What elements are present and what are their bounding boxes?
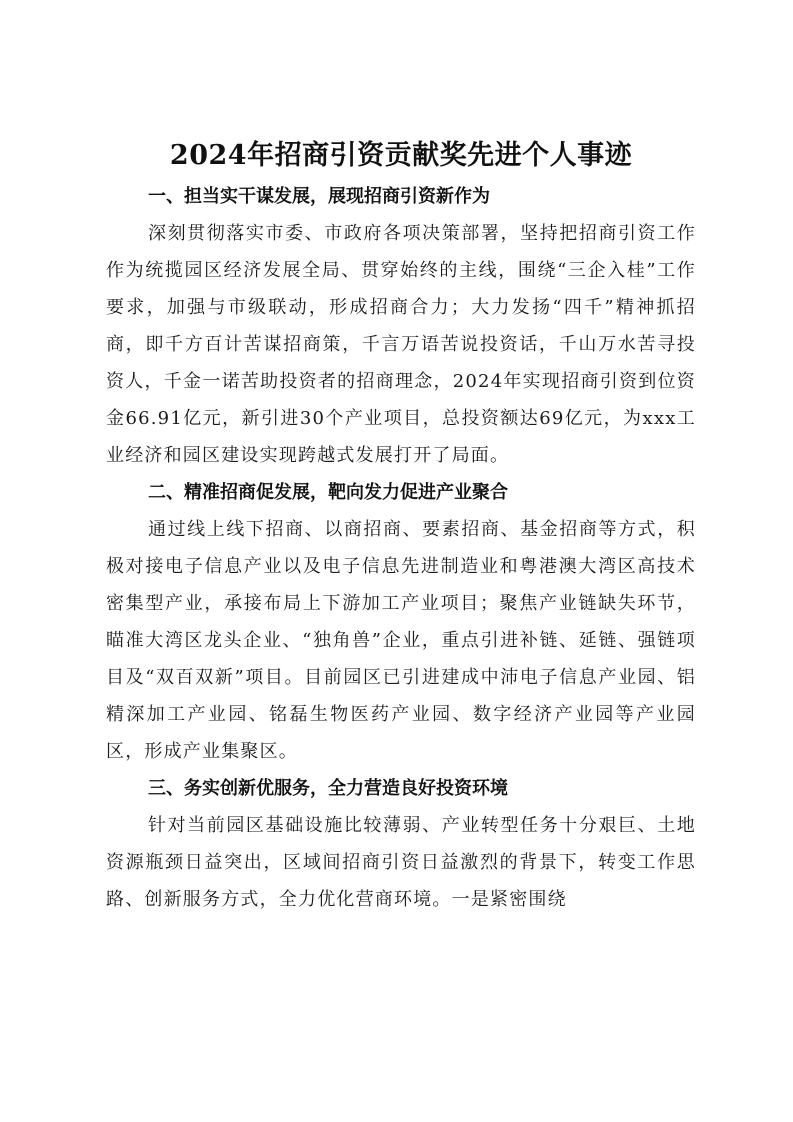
section-1-paragraph: 深刻贯彻落实市委、市政府各项决策部署，坚持把招商引资工作作为统揽园区经济发展全局、贯穿始终的主线，围绕“三企入桂”工作要求，加强与市级联动，形成招商合力；大力发扬“四千”精神抓招商，即千方百计苦谋招商策，千言万语苦说投资话，千山万水苦寻投资人，千金一诺苦助投资者的招商理念，2024年实现招商引资到位资金66.91亿元，新引进30个产业项目，总投资额达69亿元，为xxx工业经济和园区建设实现跨越式发展打开了局面。 xyxy=(106,223,696,466)
document-body xyxy=(106,138,696,918)
section-3-paragraph: 针对当前园区基础设施比较薄弱、产业转型任务十分艰巨、土地资源瓶颈日益突出，区域间招商引资日益激烈的背景下，转变工作思路、创新服务方式，全力优化营商环境。一是紧密围绕 xyxy=(106,815,696,910)
section-3-heading: 三、务实创新优服务，全力营造良好投资环境 xyxy=(148,778,508,799)
section-2-heading: 二、精准招商促发展，靶向发力促进产业聚合 xyxy=(148,482,508,503)
document-title: 2024年招商引资贡献奖先进个人事迹 xyxy=(169,140,633,171)
section-2-paragraph: 通过线上线下招商、以商招商、要素招商、基金招商等方式，积极对接电子信息产业以及电子信息先进制造业和粤港澳大湾区高技术密集型产业，承接布局上下游加工产业项目；聚焦产业链缺失环节，瞄准大湾区龙头企业、“独角兽”企业，重点引进补链、延链、强链项目及“双百双新”项目。目前园区已引进建成中沛电子信息产业园、铝精深加工产业园、铭磊生物医药产业园、数字经济产业园等产业园区，形成产业集聚区。 xyxy=(106,519,696,762)
section-1-heading: 一、担当实干谋发展，展现招商引资新作为 xyxy=(148,186,490,207)
